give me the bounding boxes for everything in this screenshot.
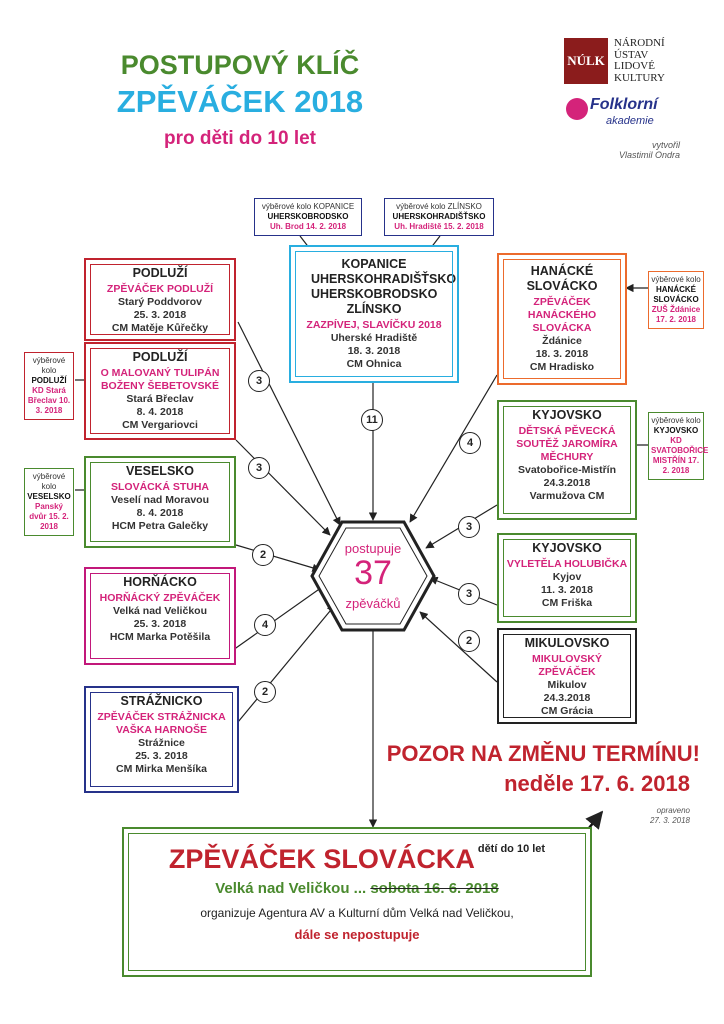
box-venue: CM Ohnica bbox=[346, 358, 402, 370]
box-place: Mikulov bbox=[547, 679, 587, 691]
box-date: 8. 4. 2018 bbox=[136, 406, 184, 418]
date-change-notice: POZOR NA ZMĚNU TERMÍNU! bbox=[386, 741, 700, 766]
selection-round-podluzi bbox=[24, 352, 74, 420]
sel-line2: UHERSKOBRODSKO bbox=[267, 212, 349, 221]
count-mikulovsko: 2 bbox=[458, 630, 480, 652]
box-hanacke-slovacko bbox=[497, 253, 627, 385]
final-place: Velká nad Veličkou ... bbox=[215, 880, 367, 897]
box-region: HORŇÁCKO bbox=[123, 575, 197, 589]
box-name: SLOVÁCKÁ STUHA bbox=[110, 481, 209, 493]
nulk-text-3: LIDOVÉ bbox=[614, 60, 655, 72]
center-bottom-text: zpěváčků bbox=[345, 596, 401, 611]
box-name: VYLETĚLA HOLUBIČKA bbox=[506, 558, 628, 570]
sel-line1: výběrové kolo bbox=[651, 275, 701, 284]
box-veselsko bbox=[84, 456, 236, 548]
count-kopanice-zlinsko: 11 bbox=[361, 409, 383, 431]
sel-line3: Uh. Brod 14. 2. 2018 bbox=[269, 222, 347, 231]
box-straznicko bbox=[84, 686, 239, 793]
box-name: HORŇÁCKÝ ZPĚVÁČEK bbox=[99, 592, 221, 604]
box-name: DĚTSKÁ PĚVECKÁ SOUTĚŽ JAROMÍRA MĚCHURY bbox=[516, 425, 618, 463]
sel-line1: výběrové kolo bbox=[651, 416, 701, 425]
count-hanacke: 4 bbox=[459, 432, 481, 454]
box-place: Stará Břeclav bbox=[126, 393, 194, 405]
box-podluzi-1 bbox=[84, 258, 236, 341]
count-hornacko: 4 bbox=[254, 614, 276, 636]
created-by-label: vytvořil bbox=[651, 140, 680, 150]
selection-round-kyjovsko bbox=[648, 412, 709, 480]
box-date: 24.3.2018 bbox=[543, 692, 591, 704]
box-venue: CM Hradisko bbox=[529, 361, 595, 373]
correction-date: 27. 3. 2018 bbox=[649, 816, 690, 825]
box-region: PODLUŽÍ bbox=[132, 266, 188, 280]
selection-round-zlinsko bbox=[384, 198, 494, 236]
sel-line2: VESELSKO bbox=[27, 492, 71, 501]
nulk-text-2: ÚSTAV bbox=[614, 48, 649, 61]
box-place: Svatobořice-Mistřín bbox=[517, 464, 617, 476]
final-box bbox=[122, 827, 592, 977]
box-date: 18. 3. 2018 bbox=[535, 348, 589, 360]
count-kyjovsko-1: 3 bbox=[458, 516, 480, 538]
box-date: 25. 3. 2018 bbox=[133, 309, 187, 321]
box-place: Starý Poddvorov bbox=[117, 296, 203, 308]
box-date: 25. 3. 2018 bbox=[135, 750, 188, 762]
title-line-2: ZPĚVÁČEK 2018 bbox=[116, 84, 364, 119]
count-podluzi-1: 3 bbox=[248, 370, 270, 392]
box-region: HANÁCKÉ SLOVÁCKO bbox=[526, 264, 598, 293]
box-region: PODLUŽÍ bbox=[132, 350, 188, 364]
box-kopanice-zlinsko bbox=[289, 245, 459, 383]
box-region: KOPANICE UHERSKOHRADIŠŤSKO UHERSKOBRODSKO ZLÍNSKO bbox=[311, 257, 457, 316]
fa-text-1: Folklorní bbox=[590, 96, 658, 113]
box-kyjovsko-2 bbox=[497, 533, 637, 623]
box-place: Strážnice bbox=[138, 737, 185, 749]
nulk-text-4: KULTURY bbox=[614, 71, 665, 84]
box-podluzi-2 bbox=[84, 342, 236, 440]
box-venue: CM Grácia bbox=[541, 705, 593, 717]
correction-label: opraveno bbox=[656, 806, 690, 815]
box-name: ZPĚVÁČEK STRÁŽNICKA VAŠKA HARNOŠE bbox=[97, 711, 226, 736]
sel-line1: výběrové kolo bbox=[32, 356, 66, 375]
selection-round-kopanice bbox=[254, 198, 362, 236]
selection-round-veselsko bbox=[24, 468, 74, 536]
line-straznicko bbox=[238, 605, 335, 722]
nulk-mark: NÚLK bbox=[564, 38, 608, 84]
nulk-text-1: NÁRODNÍ bbox=[614, 37, 665, 49]
box-venue: CM Vergariovci bbox=[122, 419, 198, 431]
final-subtitle: dětí do 10 let bbox=[477, 843, 546, 855]
box-venue: CM Friška bbox=[541, 597, 593, 609]
box-name: ZAZPÍVEJ, SLAVÍČKU 2018 bbox=[306, 319, 442, 331]
box-place: Kyjov bbox=[552, 571, 582, 583]
sel-line3: Uh. Hradiště 15. 2. 2018 bbox=[394, 222, 484, 231]
line-hanacke bbox=[410, 375, 497, 522]
count-straznicko: 2 bbox=[254, 681, 276, 703]
box-date: 24.3.2018 bbox=[543, 477, 591, 489]
box-place: Ždánice bbox=[542, 335, 582, 347]
box-name: ZPĚVÁČEK PODLUŽÍ bbox=[106, 283, 214, 295]
box-venue: HCM Marka Potěšila bbox=[109, 631, 211, 643]
box-mikulovsko bbox=[497, 628, 637, 724]
sel-line2: PODLUŽÍ bbox=[31, 376, 67, 385]
sel-line2: UHERSKOHRADIŠŤSKO bbox=[392, 212, 486, 221]
box-name: MIKULOVSKÝ ZPĚVÁČEK bbox=[531, 653, 602, 678]
box-venue: CM Mirka Menšíka bbox=[115, 763, 208, 775]
box-region: KYJOVSKO bbox=[532, 408, 602, 422]
sel-line1: výběrové kolo KOPANICE bbox=[261, 202, 355, 211]
final-old-date: sobota 16. 6. 2018 bbox=[370, 880, 499, 897]
box-place: Uherské Hradiště bbox=[330, 332, 418, 344]
box-name: ZPĚVÁČEK HANÁCKÉHO SLOVÁCKA bbox=[527, 296, 597, 334]
box-venue: CM Matěje Kůřečky bbox=[111, 322, 209, 334]
count-kyjovsko-2: 3 bbox=[458, 583, 480, 605]
box-date: 8. 4. 2018 bbox=[136, 507, 184, 519]
fa-text-2: akademie bbox=[606, 115, 654, 127]
title-line-3: pro děti do 10 let bbox=[163, 128, 317, 149]
line-mikulovsko bbox=[420, 612, 497, 682]
box-kyjovsko-1 bbox=[497, 400, 637, 520]
final-title: ZPĚVÁČEK SLOVÁCKA bbox=[168, 844, 475, 874]
new-date: neděle 17. 6. 2018 bbox=[504, 771, 690, 796]
count-podluzi-2: 3 bbox=[248, 457, 270, 479]
box-region: MIKULOVSKO bbox=[524, 636, 610, 650]
box-hornacko bbox=[84, 567, 236, 665]
count-veselsko: 2 bbox=[252, 544, 274, 566]
sel-line2: HANÁCKÉ SLOVÁCKO bbox=[653, 285, 699, 304]
box-place: Velká nad Veličkou bbox=[113, 605, 207, 617]
line-veselsko bbox=[236, 545, 320, 570]
box-region: VESELSKO bbox=[125, 464, 195, 478]
sel-line3: Panský dvůr 15. 2. 2018 bbox=[29, 502, 69, 531]
author-label: Vlastimil Ondra bbox=[618, 150, 680, 160]
box-date: 18. 3. 2018 bbox=[347, 345, 401, 357]
sel-line1: výběrové kolo bbox=[32, 472, 66, 491]
title-line-1: POSTUPOVÝ KLÍČ bbox=[120, 50, 360, 80]
final-organizer: organizuje Agentura AV a Kulturní dům Velká nad Veličkou, bbox=[200, 906, 514, 920]
final-note: dále se nepostupuje bbox=[294, 927, 420, 942]
line-podluzi-2 bbox=[236, 440, 330, 535]
sel-line3: KD Stará Břeclav 10. 3. 2018 bbox=[27, 386, 71, 415]
box-place: Veselí nad Moravou bbox=[110, 494, 210, 506]
sel-line3: ZUŠ Ždánice 17. 2. 2018 bbox=[651, 305, 701, 324]
sel-line1: výběrové kolo ZLÍNSKO bbox=[396, 202, 482, 211]
box-name: O MALOVANÝ TULIPÁN BOŽENY ŠEBETOVSKÉ bbox=[100, 367, 220, 392]
box-region: STRÁŽNICKO bbox=[120, 694, 203, 708]
box-region: KYJOVSKO bbox=[532, 541, 602, 555]
box-venue: HCM Petra Galečky bbox=[111, 520, 209, 532]
center-top-text: postupuje bbox=[344, 541, 402, 556]
center-number: 37 bbox=[354, 554, 392, 592]
line-hornacko bbox=[226, 585, 325, 655]
box-venue: Varmužova CM bbox=[529, 490, 605, 502]
sel-line3: KD SVATOBOŘICE MISTŘÍN 17. 2. 2018 bbox=[651, 436, 709, 475]
box-date: 25. 3. 2018 bbox=[133, 618, 187, 630]
box-date: 11. 3. 2018 bbox=[541, 584, 593, 596]
selection-round-hanacke bbox=[648, 271, 704, 329]
sel-line2: KYJOVSKO bbox=[653, 426, 699, 435]
